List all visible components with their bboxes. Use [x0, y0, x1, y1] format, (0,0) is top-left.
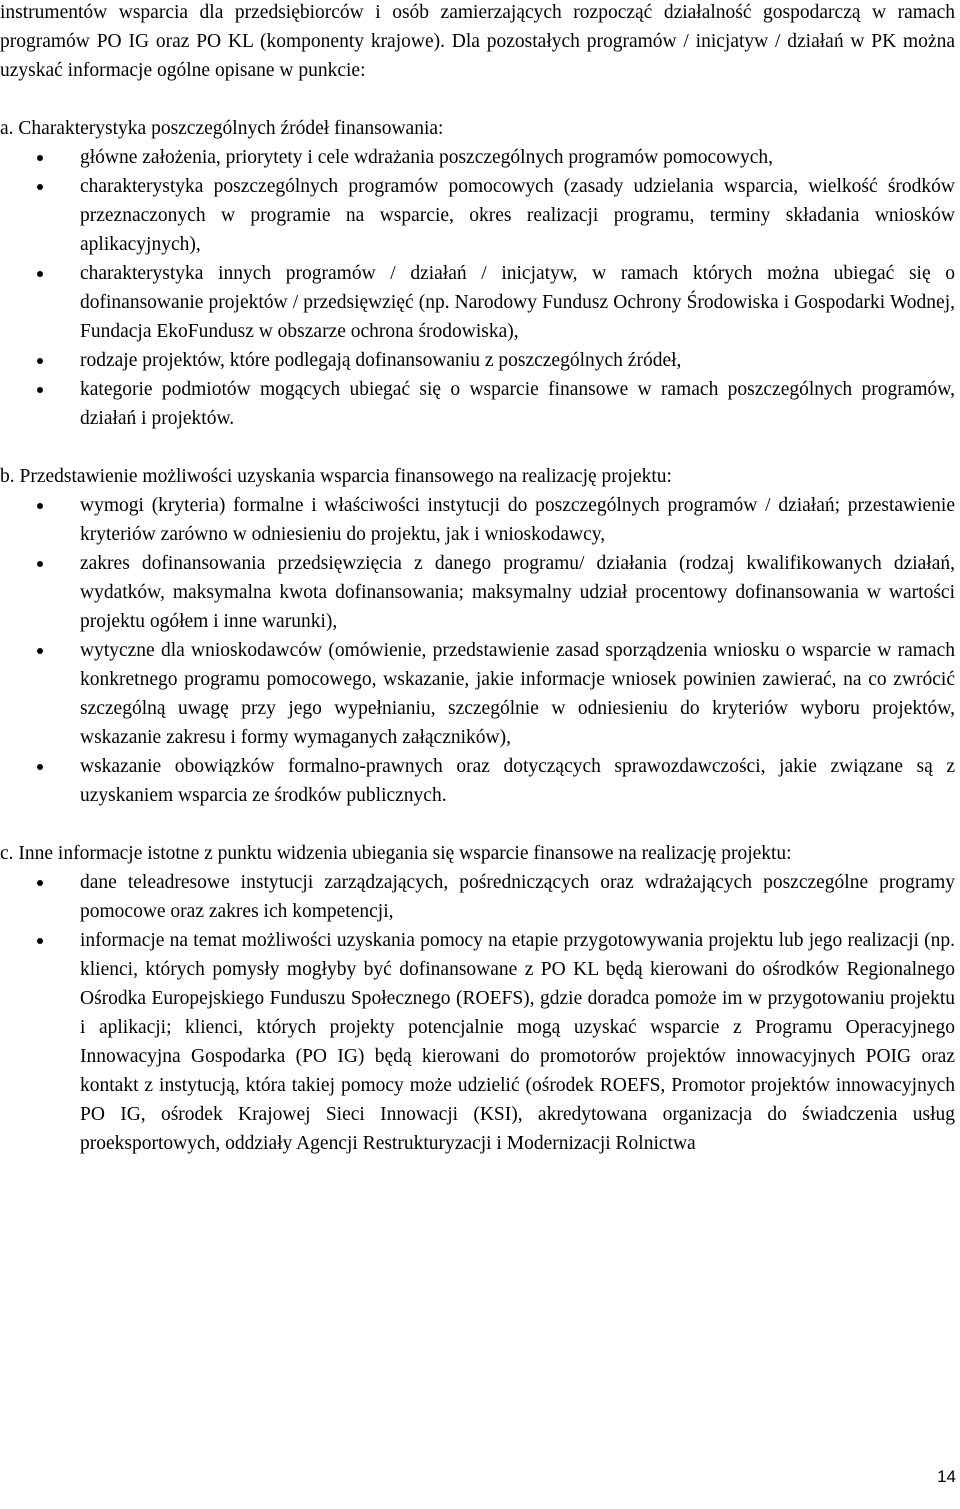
list-item: informacje na temat możliwości uzyskania pomocy na etapie przygotowywania projektu lub jego realizacji (np. klienci, których pomysły mogłyby być dofinansowane z PO KL będą kierowani do ośrodków Regionalnego Ośrodka Europejskiego Funduszu Społecznego (ROEFS), gdzie doradca pomoże im w przygotowaniu projektu i aplikacji; klienci, których projekty potencjalnie mogą uzyskać wsparcie z Programu Operacyjnego Innowacyjna Gospodarka (PO IG) będą kierowani do promotorów projektów innowacyjnych POIG oraz kontakt z instytucją, która takiej pomocy może udzielić (ośrodek ROEFS, Promotor projektów innowacyjnych PO IG, ośrodek Krajowej Sieci Innowacji (KSI), akredytowana organizacja do świadczenia usług proeksportowych, oddziały Agencji Restrukturyzacji i Modernizacji Rolnictwa — [0, 926, 955, 1158]
bullet-icon — [37, 503, 43, 509]
list-item: zakres dofinansowania przedsięwzięcia z danego programu/ działania (rodzaj kwalifikowanych działań, wydatków, maksymalna kwota dofinansowania; maksymalny udział procentowy dofinansowania w wartości projektu ogółem i inne warunki), — [0, 549, 955, 636]
list-item: dane teleadresowe instytucji zarządzających, pośredniczących oraz wdrażających poszczególne programy pomocowe oraz zakres ich kompetencji, — [0, 868, 955, 926]
section-a — [0, 114, 955, 433]
section-c — [0, 839, 955, 1158]
list-item: kategorie podmiotów mogących ubiegać się o wsparcie finansowe w ramach poszczególnych programów, działań i projektów. — [0, 375, 955, 433]
bullet-icon — [37, 561, 43, 567]
bullet-icon — [37, 184, 43, 190]
bullet-icon — [37, 155, 43, 161]
list-item: rodzaje projektów, które podlegają dofinansowaniu z poszczególnych źródeł, — [0, 346, 955, 375]
section-a-list — [0, 143, 955, 433]
section-a-heading: a. Charakterystyka poszczególnych źródeł finansowania: — [0, 118, 444, 139]
section-c-list — [0, 868, 955, 1158]
section-b-list — [0, 491, 955, 810]
page-number: 14 — [937, 1467, 956, 1486]
bullet-icon — [37, 358, 43, 364]
list-item: wytyczne dla wnioskodawców (omówienie, przedstawienie zasad sporządzenia wniosku o wsparcie w ramach konkretnego programu pomocowego, wskazanie, jakie informacje wniosek powinien zawierać, na co zwrócić szczególną uwagę przy jego wypełnianiu, szczególnie w odniesieniu do kryteriów wyboru projektów, wskazanie zakresu i formy wymaganych załączników), — [0, 636, 955, 752]
section-b-heading: b. Przedstawienie możliwości uzyskania wsparcia finansowego na realizację projektu: — [0, 466, 672, 487]
section-b — [0, 462, 955, 810]
bullet-icon — [37, 387, 43, 393]
bullet-icon — [37, 938, 43, 944]
intro-paragraph: instrumentów wsparcia dla przedsiębiorców i osób zamierzających rozpocząć działalność gospodarczą w ramach programów PO IG oraz PO KL (komponenty krajowe). Dla pozostałych programów / inicjatyw / działań w PK można uzyskać informacje ogólne opisane w punkcie: — [0, 2, 955, 81]
list-item: wymogi (kryteria) formalne i właściwości instytucji do poszczególnych programów / działań; przestawienie kryteriów zarówno w odniesieniu do projektu, jak i wnioskodawcy, — [0, 491, 955, 549]
list-item: główne założenia, priorytety i cele wdrażania poszczególnych programów pomocowych, — [0, 143, 955, 172]
section-c-heading: c. Inne informacje istotne z punktu widzenia ubiegania się wsparcie finansowe na realizację projektu: — [0, 843, 792, 864]
list-item: charakterystyka innych programów / działań / inicjatyw, w ramach których można ubiegać się o dofinansowanie projektów / przedsięwzięć (np. Narodowy Fundusz Ochrony Środowiska i Gospodarki Wodnej, Fundacja EkoFundusz w obszarze ochrona środowiska), — [0, 259, 955, 346]
bullet-icon — [37, 271, 43, 277]
bullet-icon — [37, 880, 43, 886]
list-item: charakterystyka poszczególnych programów pomocowych (zasady udzielania wsparcia, wielkość środków przeznaczonych w programie na wsparcie, okres realizacji programu, terminy składania wniosków aplikacyjnych), — [0, 172, 955, 259]
bullet-icon — [37, 648, 43, 654]
bullet-icon — [37, 764, 43, 770]
list-item: wskazanie obowiązków formalno-prawnych oraz dotyczących sprawozdawczości, jakie związane są z uzyskaniem wsparcia ze środków publicznych. — [0, 752, 955, 810]
